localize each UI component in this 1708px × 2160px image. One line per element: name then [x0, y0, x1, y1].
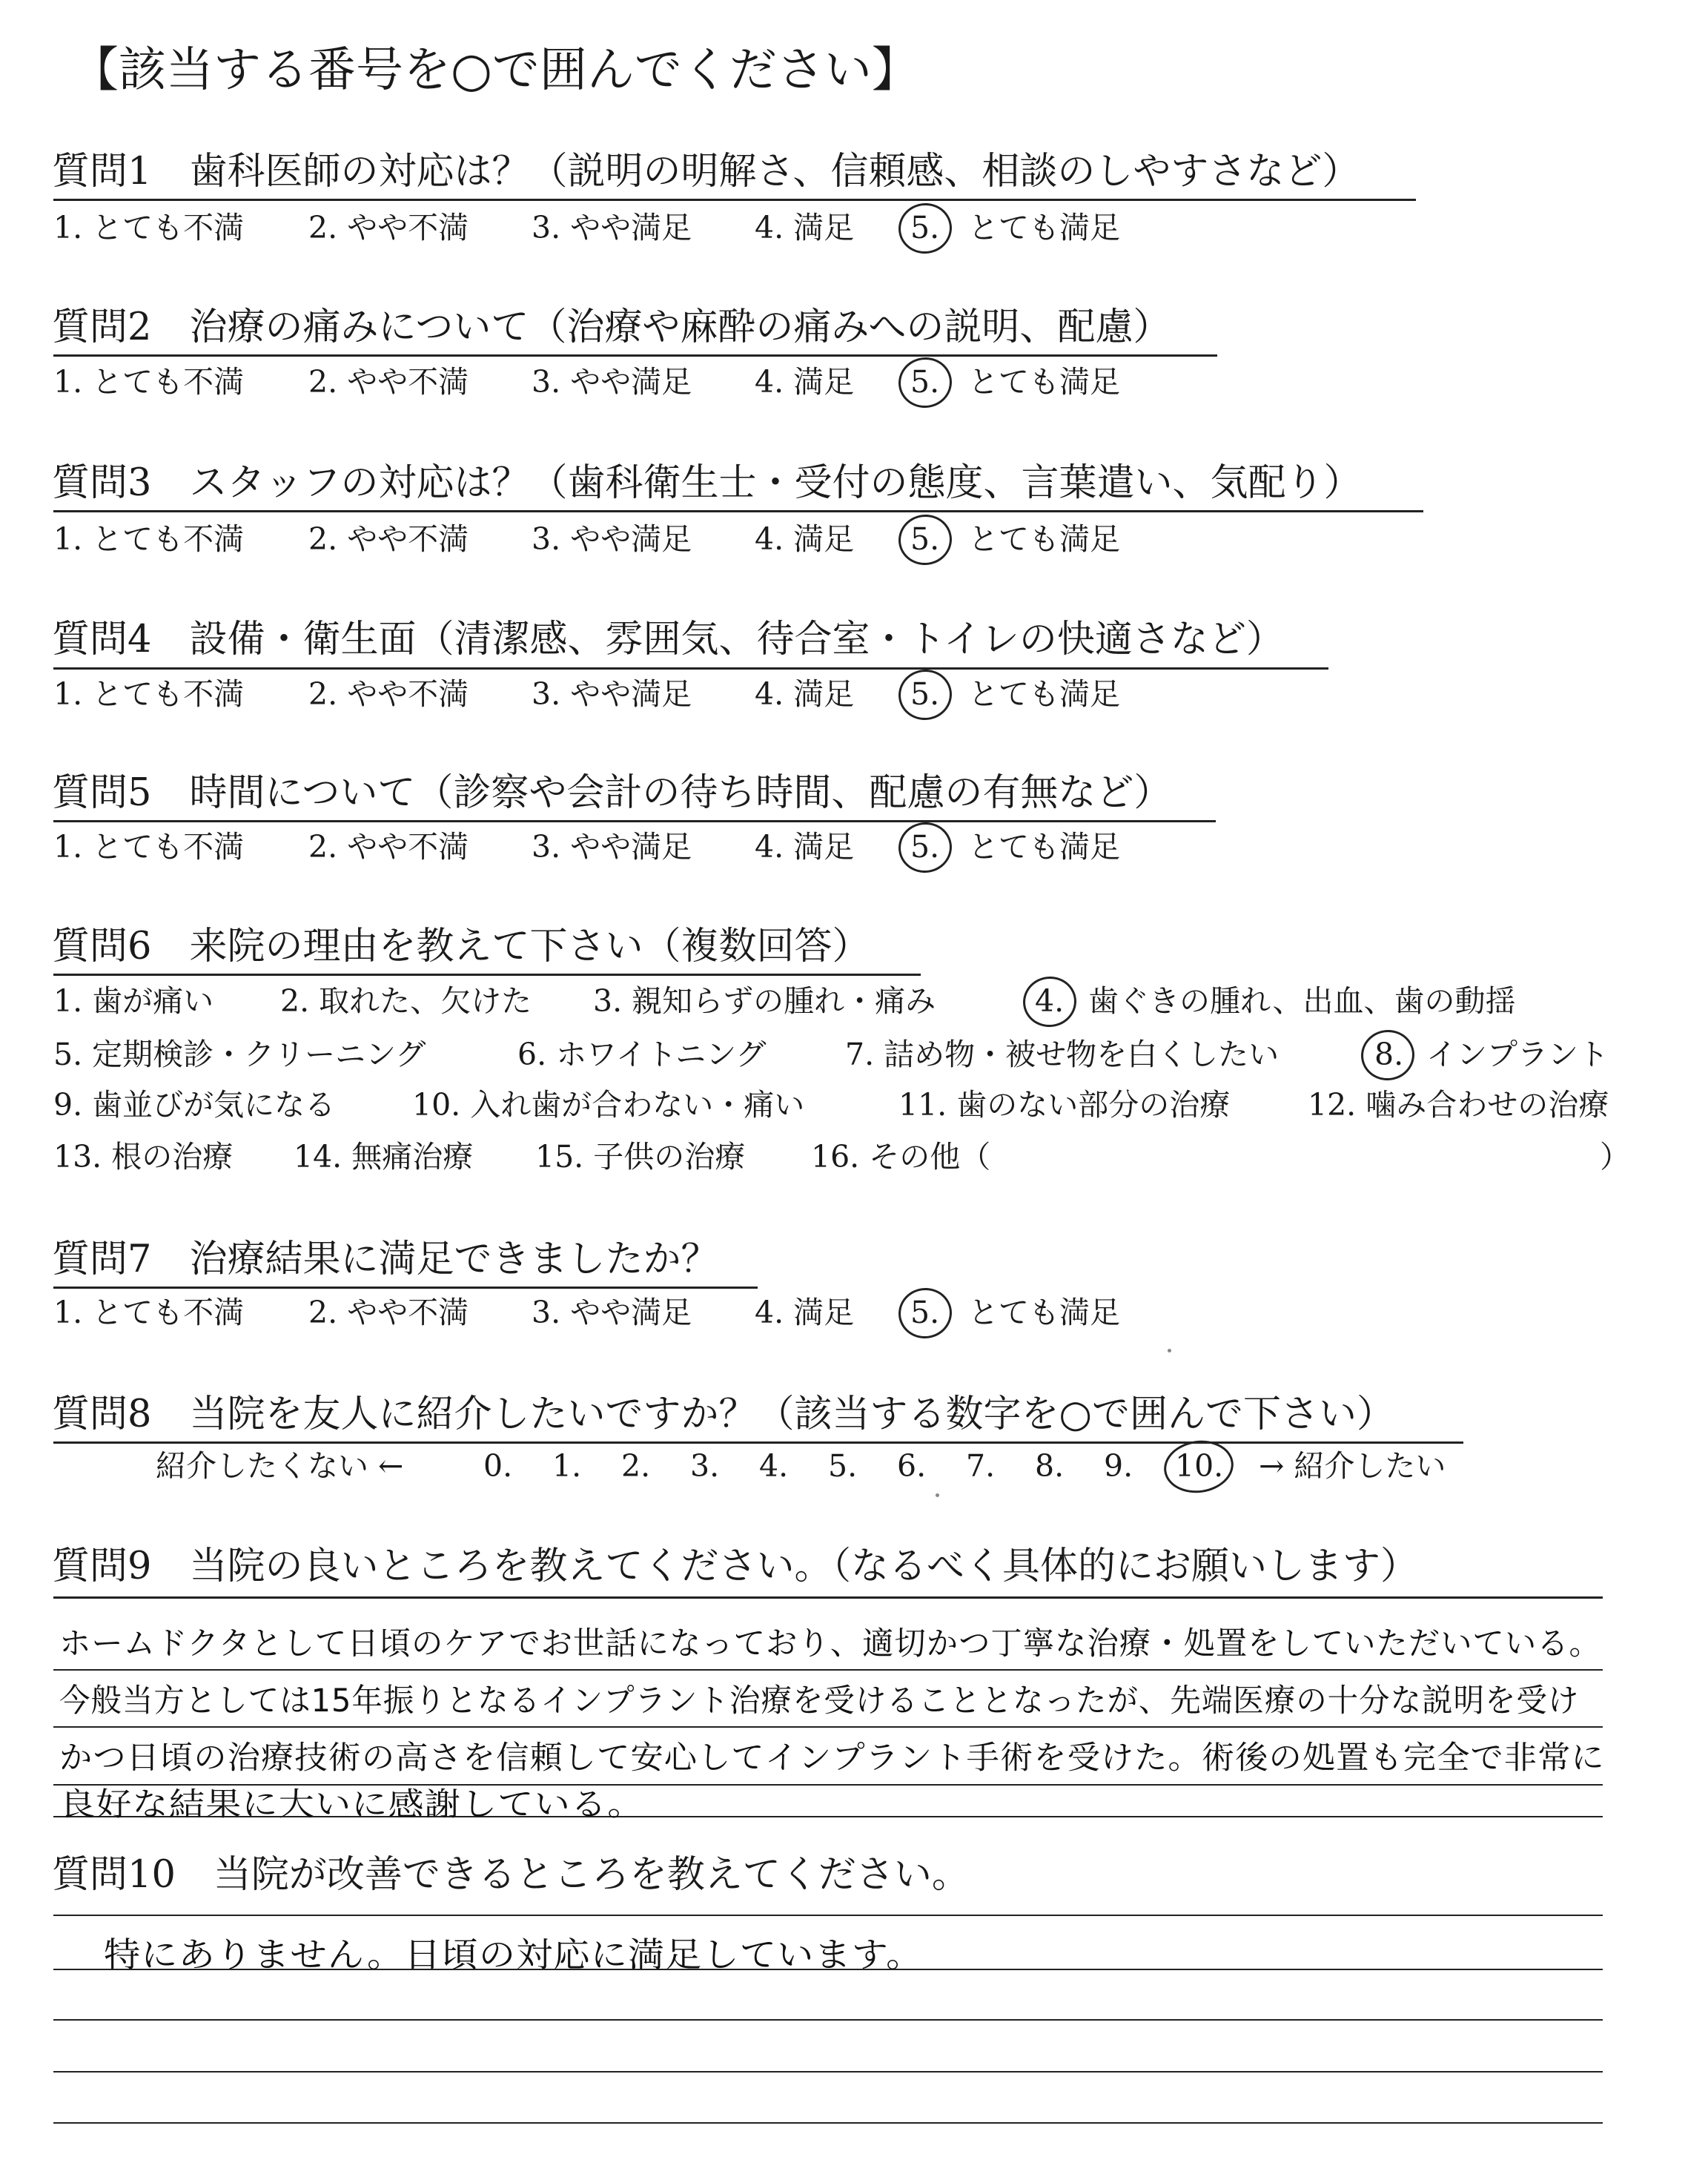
question-1-underline	[53, 199, 1416, 201]
answer-circle	[896, 511, 956, 568]
handwritten-answer-line: ホームドクタとして日頃のケアでお世話になっており、適切かつ丁寧な治療・処置をしていただいている。	[59, 1625, 1601, 1662]
q6-option-7[interactable]: 7. 詰め物・被せ物を白くしたい	[845, 1037, 1280, 1072]
option-2[interactable]: 2. やや不満	[308, 364, 469, 400]
option-1[interactable]: 1. とても不満	[53, 676, 245, 712]
scale-7[interactable]: 7.	[966, 1448, 996, 1484]
q6-other-close-paren: ）	[1600, 1139, 1630, 1175]
option-2[interactable]: 2. やや不満	[308, 521, 469, 557]
answer-circle	[896, 1284, 956, 1341]
writing-line	[53, 2122, 1603, 2124]
scale-6[interactable]: 6.	[897, 1448, 927, 1484]
q6-option-4-label: 歯ぐきの腫れ、出血、歯の動揺	[1088, 983, 1516, 1019]
answer-circle	[1358, 1026, 1418, 1083]
q6-option-8[interactable]: 8.	[1374, 1037, 1404, 1072]
option-1[interactable]: 1. とても不満	[53, 1295, 245, 1330]
question-5-underline	[53, 820, 1216, 822]
option-5-label: とても満足	[968, 829, 1120, 865]
writing-line	[53, 2019, 1603, 2021]
scale-8[interactable]: 8.	[1035, 1448, 1065, 1484]
answer-circle	[1161, 1436, 1237, 1497]
q6-option-14[interactable]: 14. 無痛治療	[294, 1139, 474, 1175]
scale-4[interactable]: 4.	[759, 1448, 789, 1484]
q6-option-11[interactable]: 11. 歯のない部分の治療	[898, 1087, 1231, 1123]
scale-5[interactable]: 5.	[828, 1448, 858, 1484]
option-5-label: とても満足	[968, 1295, 1120, 1330]
option-5-label: とても満足	[968, 676, 1120, 712]
scale-0[interactable]: 0.	[483, 1448, 513, 1484]
q6-option-9[interactable]: 9. 歯並びが気になる	[53, 1087, 336, 1123]
option-1[interactable]: 1. とても不満	[53, 210, 245, 245]
option-5[interactable]: 5.	[910, 210, 940, 245]
option-5[interactable]: 5.	[910, 364, 940, 400]
q6-option-16[interactable]: 16. その他（	[811, 1139, 991, 1175]
q6-option-2[interactable]: 2. 取れた、欠けた	[280, 983, 532, 1019]
question-5-label: 質問5 時間について（診察や会計の待ち時間、配慮の有無など）	[52, 771, 1172, 815]
question-2-underline	[53, 354, 1217, 357]
option-3[interactable]: 3. やや満足	[532, 1295, 692, 1330]
writing-line	[53, 1726, 1603, 1728]
question-3-label: 質問3 スタッフの対応は？（歯科衛生士・受付の態度、言葉遣い、気配り）	[52, 461, 1362, 505]
option-4[interactable]: 4. 満足	[755, 210, 855, 245]
option-2[interactable]: 2. やや不満	[308, 1295, 469, 1330]
option-5[interactable]: 5.	[910, 676, 940, 712]
answer-circle	[896, 819, 956, 876]
scale-1[interactable]: 1.	[552, 1448, 582, 1484]
option-4[interactable]: 4. 満足	[755, 521, 855, 557]
scan-speck	[936, 1493, 939, 1497]
q6-option-1[interactable]: 1. 歯が痛い	[53, 983, 214, 1019]
scale-3[interactable]: 3.	[690, 1448, 720, 1484]
writing-line	[53, 1915, 1603, 1916]
option-2[interactable]: 2. やや不満	[308, 829, 469, 865]
scale-10[interactable]: 10.	[1175, 1448, 1224, 1484]
question-9-label: 質問9 当院の良いところを教えてください。（なるべく具体的にお願いします）	[52, 1545, 1418, 1588]
question-1-label: 質問1 歯科医師の対応は？（説明の明解さ、信頼感、相談のしやすさなど）	[52, 150, 1360, 194]
q6-option-8-label: インプラント	[1426, 1037, 1609, 1072]
option-3[interactable]: 3. やや満足	[532, 210, 692, 245]
option-2[interactable]: 2. やや不満	[308, 210, 469, 245]
question-7-underline	[53, 1287, 758, 1289]
option-5[interactable]: 5.	[910, 521, 940, 557]
option-4[interactable]: 4. 満足	[755, 676, 855, 712]
option-1[interactable]: 1. とても不満	[53, 829, 245, 865]
handwritten-answer-line: 良好な結果に大いに感謝している。	[59, 1786, 644, 1823]
option-4[interactable]: 4. 満足	[755, 364, 855, 400]
answer-circle	[896, 354, 956, 411]
handwritten-answer-line: 今般当方としては15年振りとなるインプラント治療を受けることとなったが、先端医療の十分な説明を受け	[59, 1682, 1580, 1720]
answer-circle	[896, 199, 956, 257]
scan-speck	[1168, 1349, 1171, 1353]
q6-option-4[interactable]: 4.	[1035, 983, 1065, 1019]
question-2-label: 質問2 治療の痛みについて（治療や麻酔の痛みへの説明、配慮）	[52, 305, 1171, 349]
option-3[interactable]: 3. やや満足	[532, 676, 692, 712]
handwritten-answer-line: 特にありません。日頃の対応に満足しています。	[104, 1935, 924, 1975]
question-6-underline	[53, 974, 921, 976]
page-header: 【該当する番号を○で囲んでください】	[71, 43, 919, 98]
q6-option-3[interactable]: 3. 親知らずの腫れ・痛み	[593, 983, 936, 1019]
question-8-label: 質問8 当院を友人に紹介したいですか？（該当する数字を○で囲んで下さい）	[52, 1393, 1394, 1436]
q6-option-13[interactable]: 13. 根の治療	[53, 1139, 234, 1175]
scale-right-label: → 紹介したい	[1259, 1448, 1446, 1484]
handwritten-answer-line: かつ日頃の治療技術の高さを信頼して安心してインプラント手術を受けた。術後の処置も完全で非常に	[59, 1740, 1605, 1777]
scale-2[interactable]: 2.	[621, 1448, 651, 1484]
option-3[interactable]: 3. やや満足	[532, 364, 692, 400]
answer-circle	[1020, 973, 1080, 1030]
option-1[interactable]: 1. とても不満	[53, 521, 245, 557]
option-3[interactable]: 3. やや満足	[532, 829, 692, 865]
option-5-label: とても満足	[968, 521, 1120, 557]
option-4[interactable]: 4. 満足	[755, 829, 855, 865]
question-9-underline	[53, 1596, 1603, 1599]
answer-circle	[896, 666, 956, 723]
option-2[interactable]: 2. やや不満	[308, 676, 469, 712]
option-3[interactable]: 3. やや満足	[532, 521, 692, 557]
q6-option-12[interactable]: 12. 噛み合わせの治療	[1308, 1087, 1609, 1123]
option-5-label: とても満足	[968, 364, 1120, 400]
question-6-label: 質問6 来院の理由を教えて下さい（複数回答）	[52, 925, 870, 968]
writing-line	[53, 2071, 1603, 2073]
scale-left-label: 紹介したくない ←	[156, 1448, 404, 1484]
question-10-label: 質問10 当院が改善できるところを教えてください。	[52, 1853, 970, 1897]
question-4-underline	[53, 667, 1328, 670]
scale-9[interactable]: 9.	[1104, 1448, 1133, 1484]
option-1[interactable]: 1. とても不満	[53, 364, 245, 400]
writing-line	[53, 1669, 1603, 1671]
q6-option-5[interactable]: 5. 定期検診・クリーニング	[53, 1037, 426, 1072]
q6-option-10[interactable]: 10. 入れ歯が合わない・痛い	[412, 1087, 805, 1123]
question-7-label: 質問7 治療結果に満足できましたか？	[52, 1238, 719, 1281]
question-3-underline	[53, 510, 1423, 512]
option-5[interactable]: 5.	[910, 1295, 940, 1330]
option-5[interactable]: 5.	[910, 829, 940, 865]
question-4-label: 質問4 設備・衛生面（清潔感、雰囲気、待合室・トイレの快適さなど）	[52, 618, 1284, 661]
q6-option-15[interactable]: 15. 子供の治療	[535, 1139, 746, 1175]
q6-option-6[interactable]: 6. ホワイトニング	[517, 1037, 767, 1072]
option-5-label: とても満足	[968, 210, 1120, 245]
option-4[interactable]: 4. 満足	[755, 1295, 855, 1330]
